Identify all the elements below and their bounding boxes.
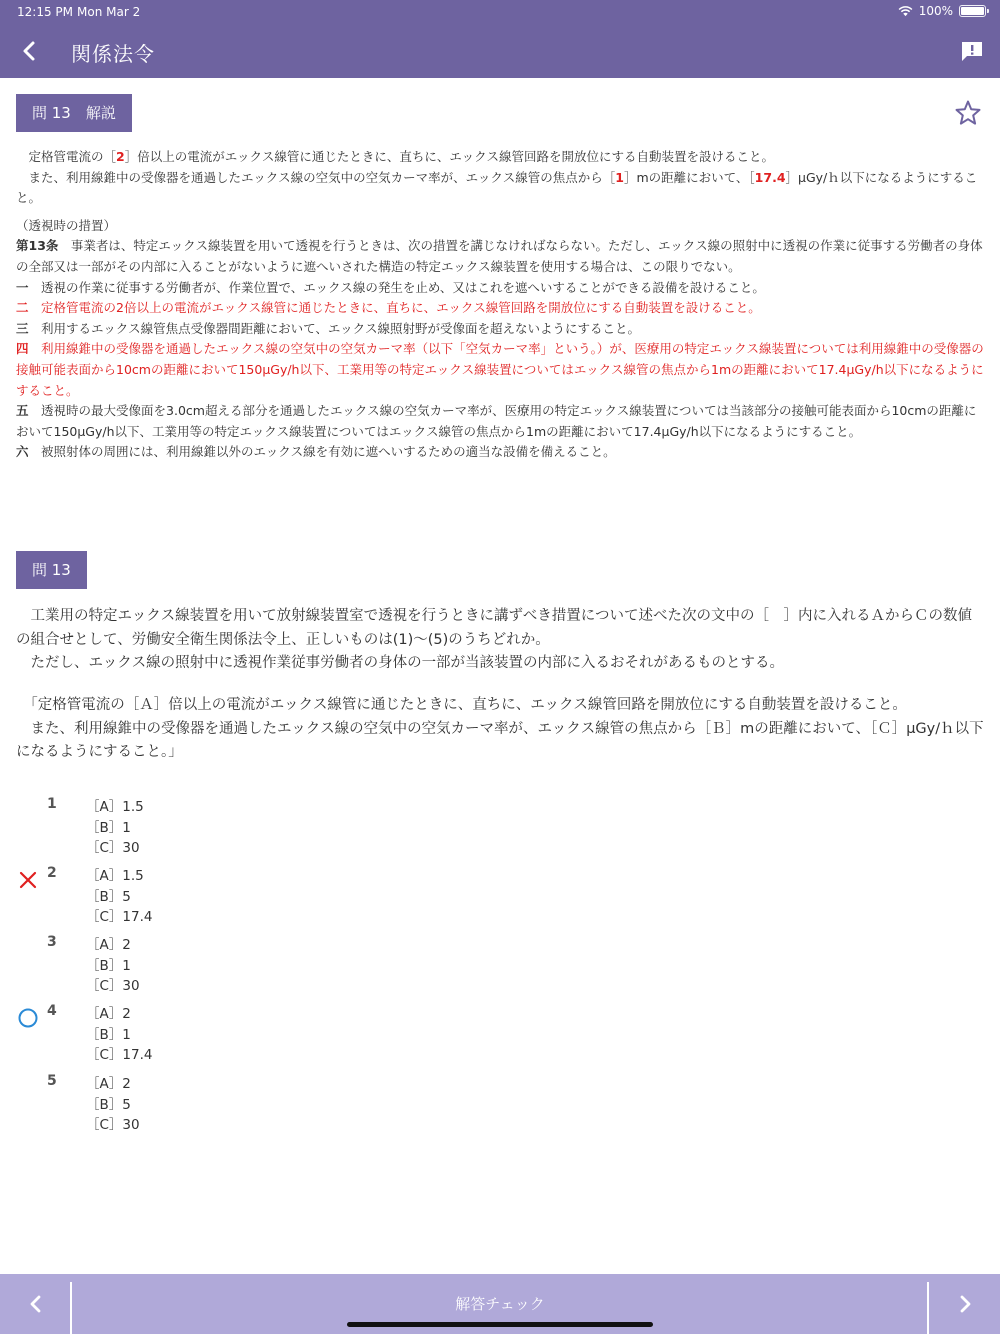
correct-mark-icon xyxy=(17,1007,39,1029)
choice-values: ［A］1.5 ［B］5 ［C］17.4 xyxy=(86,868,153,926)
chevron-left-icon xyxy=(29,1293,43,1315)
choice-values: ［A］2 ［B］5 ［C］30 xyxy=(86,1076,140,1134)
answer-value-b: 1 xyxy=(615,169,624,185)
choice-1[interactable] xyxy=(0,796,400,862)
home-indicator xyxy=(347,1322,653,1327)
law-item: 五 透視時の最大受像面を3.0cm超える部分を通過したエックス線の空気カーマ率が、医療用の特定エックス線装置については当該部分の接触可能表面から10cmの距離において150μGy/h以下、工業用等の特定エックス線装置についてはエックス線管の焦点から1mの距離において17.4μGy/h以下になるようにすること。 xyxy=(16,403,977,439)
question-paragraph: 工業用の特定エックス線装置を用いて放射線装置室で透視を行うときに講ずべき措置について述べた次の文中の［ ］内に入れるＡからＣの数値の組合せとして、労働安全衛生関係法令上、正しいものは(1)～(5)のうちどれか。 xyxy=(16,608,972,648)
law-item-highlighted: 四 利用線錐中の受像器を通過したエックス線の空気中の空気カーマ率（以下「空気カーマ率」という。）が、医療用の特定エックス線装置については利用線錐中の受像器の接触可能表面から10cmの距離において150μGy/h以下、工業用等の特定エックス線装置についてはエックス線管の焦点から1mの距離において17.4μGy/h以下になるようにすること。 xyxy=(16,341,984,398)
explanation-tag: 問 13 解説 xyxy=(16,94,132,132)
choice-number: 3 xyxy=(47,934,57,950)
favorite-button[interactable] xyxy=(954,99,982,127)
question-paragraph: ただし、エックス線の照射中に透視作業従事労働者の身体の一部が当該装置の内部に入るおそれがあるものとする。 xyxy=(30,655,785,671)
question-tag: 問 13 xyxy=(16,551,87,589)
bottom-toolbar xyxy=(0,1274,1000,1334)
choice-5[interactable] xyxy=(0,1073,400,1139)
law-item-highlighted: 二 定格管電流の2倍以上の電流がエックス線管に通じたときに、直ちに、エックス線管回路を開放位にする自動装置を設けること。 xyxy=(16,300,761,316)
page-title: 関係法令 xyxy=(71,42,155,66)
quote-line: また、利用線錐中の受像器を通過したエックス線の空気中の空気カーマ率が、エックス線管の焦点から［Ｂ］mの距離において、［Ｃ］μGy/ｈ以下になるようにすること。」 xyxy=(16,720,984,760)
quote-line: 「定格管電流の［Ａ］倍以上の電流がエックス線管に通じたときに、直ちに、エックス線管回路を開放位にする自動装置を設けること。 xyxy=(30,697,907,713)
answer-value-c: 17.4 xyxy=(754,169,786,185)
content-area xyxy=(0,78,1000,1274)
choice-3[interactable] xyxy=(0,934,400,1000)
law-item: 三 利用するエックス線管焦点受像器間距離において、エックス線照射野が受像面を超えないようにすること。 xyxy=(16,320,641,336)
back-button[interactable] xyxy=(14,34,44,68)
app-header xyxy=(0,0,1000,78)
answer-value-a: 2 xyxy=(116,149,125,164)
law-heading: （透視時の措置） xyxy=(16,217,117,233)
report-button[interactable] xyxy=(960,39,984,63)
law-item: 一 透視の作業に従事する労働者が、作業位置で、エックス線の発生を止め、又はこれを遮へいすることができる設備を設けること。 xyxy=(16,279,765,295)
chevron-left-icon xyxy=(21,40,37,62)
toolbar-divider xyxy=(70,1282,72,1334)
law-article: 第13条 事業者は、特定エックス線装置を用いて透視を行うときは、次の措置を講じなければならない。ただし、エックス線の照射中に透視の作業に従事する労働者の身体の全部又は一部がその内部に入ることがないように遮へいされた構造の特定エックス線装置を使用する場合は、この限りでない。 xyxy=(16,238,983,274)
choice-values: ［A］2 ［B］1 ［C］30 xyxy=(86,937,140,995)
status-bar xyxy=(0,0,1000,24)
explanation-body xyxy=(16,147,984,463)
choice-number: 5 xyxy=(47,1073,57,1089)
choice-2[interactable] xyxy=(0,865,400,931)
status-date: Mon Mar 2 xyxy=(77,5,141,19)
wifi-icon xyxy=(898,5,913,17)
choice-4[interactable] xyxy=(0,1003,400,1069)
summary-line-2: また、利用線錐中の受像器を通過したエックス線の空気中の空気カーマ率が、エックス線管の焦点から［1］mの距離において、［17.4］μGy/ｈ以下になるようにすること。 xyxy=(16,169,978,206)
battery-percent: 100% xyxy=(918,4,953,18)
summary-line-1: 定格管電流の［2］倍以上の電流がエックス線管に通じたときに、直ちに、エックス線管回路を開放位にする自動装置を設けること。 xyxy=(28,149,774,164)
choice-number: 2 xyxy=(47,865,57,881)
answer-check-button[interactable]: 解答チェック xyxy=(455,1295,545,1313)
law-item: 六 被照射体の周囲には、利用線錐以外のエックス線を有効に遮へいするための適当な設備を備えること。 xyxy=(16,444,616,460)
previous-question-button[interactable] xyxy=(0,1274,71,1334)
question-text xyxy=(16,605,986,676)
status-right xyxy=(898,4,986,18)
choice-number: 1 xyxy=(47,796,57,812)
status-time: 12:15 PM xyxy=(17,5,73,19)
question-quote xyxy=(16,694,986,765)
next-question-button[interactable] xyxy=(929,1274,1000,1334)
choice-number: 4 xyxy=(47,1003,57,1019)
choice-values: ［A］2 ［B］1 ［C］17.4 xyxy=(86,1006,153,1064)
wrong-mark-icon xyxy=(17,869,39,891)
battery-icon xyxy=(959,5,986,17)
star-icon xyxy=(954,99,982,127)
choice-values: ［A］1.5 ［B］1 ［C］30 xyxy=(86,799,144,857)
exclamation-bubble-icon xyxy=(960,39,984,63)
chevron-right-icon xyxy=(958,1293,972,1315)
